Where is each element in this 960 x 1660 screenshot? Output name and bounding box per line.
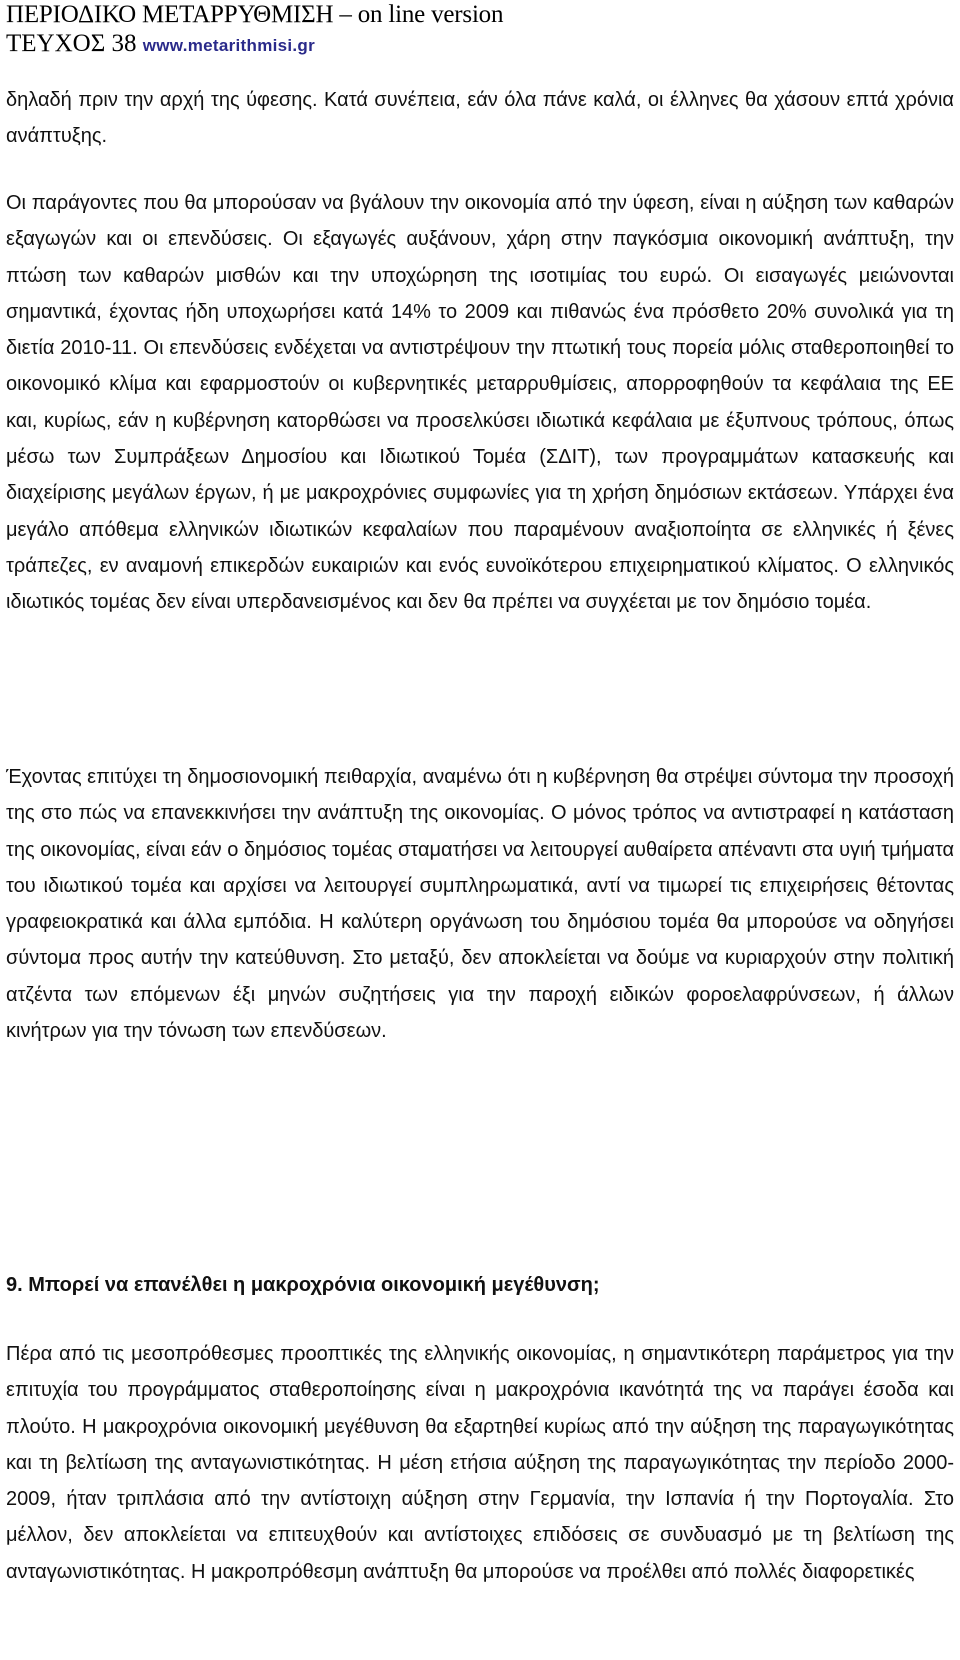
section-heading: 9. Μπορεί να επανέλθει η μακροχρόνια οικονομική μεγέθυνση; xyxy=(6,1274,600,1296)
paragraph-3: Έχοντας επιτύχει τη δημοσιονομική πειθαρχία, αναμένω ότι η κυβέρνηση θα στρέψει σύντομα την προσοχή της στο πώς να επανεκκινήσει την ανάπτυξη της οικονομίας. Ο μόνος τρόπος να αντιστραφεί η κατάσταση της οικονομίας, είναι εάν ο δημόσιος τομέας σταματήσει να λειτουργεί αυθαίρετα απέναντι στα υγιή τμήματα του ιδιωτικού τομέα και αρχίσει να λειτουργεί συμπληρωματικά, αντί να τιμωρεί τις επιχειρήσεις θέτοντας γραφειοκρατικά και άλλα εμπόδια. Η καλύτερη οργάνωση του δημόσιου τομέα θα μπορούσε να οδηγήσει σύντομα προς αυτήν την κατεύθυνση. Στο μεταξύ, δεν αποκλείεται να δούμε να κυριαρχούν στην πολιτική ατζέντα των επόμενων έξι μηνών συζητήσεις για την παροχή ειδικών φοροελαφρύνσεων, ή άλλων κινήτρων για την τόνωση των επενδύσεων. xyxy=(6,766,954,1043)
issue-number: ΤΕΥΧΟΣ 38 xyxy=(6,30,137,57)
website-link[interactable]: www.metarithmisi.gr xyxy=(142,36,316,55)
page-header xyxy=(6,0,503,60)
journal-title: ΠΕΡΙΟΔΙΚΟ ΜΕΤΑΡΡΥΘΜΙΣΗ – on line version xyxy=(6,1,504,28)
issue-line xyxy=(6,29,503,60)
paragraph-4: Πέρα από τις μεσοπρόθεσμες προοπτικές της ελληνικής οικονομίας, η σημαντικότερη παράμετρος για την επιτυχία του προγράμματος σταθεροποίησης είναι η μακροχρόνια ικανότητά της να παράγει έσοδα και πλούτο. Η μακροχρόνια οικονομική μεγέθυνση θα εξαρτηθεί κυρίως από την αύξηση της παραγωγικότητας και τη βελτίωση της ανταγωνιστικότητας. Η μέση ετήσια αύξηση της παραγωγικότητας την περίοδο 2000-2009, ήταν τριπλάσια από την αντίστοιχη αύξηση στην Γερμανία, την Ισπανία ή την Πορτογαλία. Στο μέλλον, δεν αποκλείεται να επιτευχθούν και αντίστοιχες επιδόσεις σε συνδυασμό με τη βελτίωση της ανταγωνιστικότητας. Η μακροπρόθεσμη ανάπτυξη θα μπορούσε να προέλθει από πολλές διαφορετικές xyxy=(6,1343,954,1583)
paragraph-1: δηλαδή πριν την αρχή της ύφεσης. Κατά συνέπεια, εάν όλα πάνε καλά, οι έλληνες θα χάσουν επτά χρόνια ανάπτυξης. xyxy=(6,89,954,148)
paragraph-2: Οι παράγοντες που θα μπορούσαν να βγάλουν την οικονομία από την ύφεση, είναι η αύξηση των καθαρών εξαγωγών και οι επενδύσεις. Οι εξαγωγές αυξάνουν, χάρη στην παγκόσμια οικονομική ανάπτυξη, την πτώση των καθαρών μισθών και την υποχώρηση της ισοτιμίας του ευρώ. Οι εισαγωγές μειώνονται σημαντικά, έχοντας ήδη υποχωρήσει κατά 14% το 2009 και πιθανώς ένα πρόσθετο 20% συνολικά για τη διετία 2010-11. Οι επενδύσεις ενδέχεται να αντιστρέψουν την πτωτική τους πορεία μόλις σταθεροποιηθεί το οικονομικό κλίμα και εφαρμοστούν οι κυβερνητικές μεταρρυθμίσεις, απορροφηθούν τα κεφάλαια της ΕΕ και, κυρίως, εάν η κυβέρνηση κατορθώσει να προσελκύσει ιδιωτικά κεφάλαια με έξυπνους τρόπους, όπως μέσω των Συμπράξεων Δημοσίου και Ιδιωτικού Τομέα (ΣΔΙΤ), των προγραμμάτων κατασκευής και διαχείρισης μεγάλων έργων, ή με μακροχρόνιες συμφωνίες για τη χρήση δημόσιων εκτάσεων. Υπάρχει ένα μεγάλο απόθεμα ελληνικών ιδιωτικών κεφαλαίων που παραμένουν αναξιοποίητα σε ελληνικές ή ξένες τράπεζες, εν αναμονή επικερδών ευκαιριών και ενός ευνοϊκότερου επιχειρηματικού κλίματος. Ο ελληνικός ιδιωτικός τομέας δεν είναι υπερδανεισμένος και δεν θα πρέπει να συγχέεται με τον δημόσιο τομέα. xyxy=(6,192,954,614)
